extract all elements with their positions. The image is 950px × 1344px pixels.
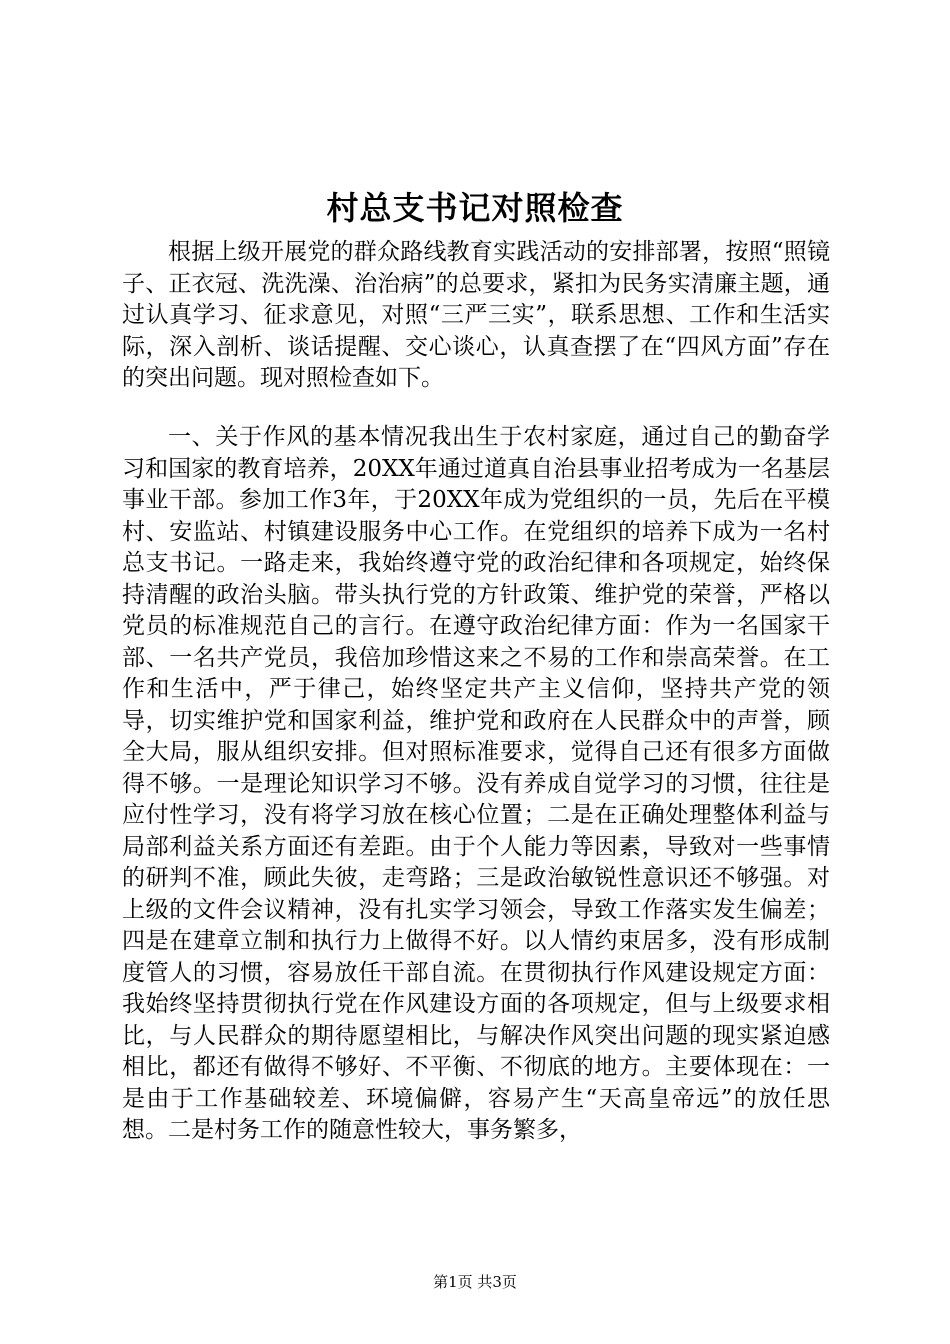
document-title: 村总支书记对照检查 (326, 189, 624, 227)
page-number-label: 第1页 共3页 (433, 1273, 517, 1291)
intro-paragraph: 根据上级开展党的群众路线教育实践活动的安排部署，按照“照镜子、正衣冠、洗洗澡、治治病”的总要求，紧扣为民务实清廉主题，通过认真学习、征求意见，对照“三严三实”，联系思想、工作和生活实际，深入剖析、谈话提醒、交心谈心，认真查摆了在“四风方面”存在的突出问题。现对照检查如下。 (122, 239, 830, 391)
page-footer (0, 1272, 950, 1292)
section-one-paragraph: 一、关于作风的基本情况我出生于农村家庭，通过自己的勤奋学习和国家的教育培养，20XX年通过道真自治县事业招考成为一名基层事业干部。参加工作3年，于20XX年成为党组织的一员，先后在平模村、安监站、村镇建设服务中心工作。在党组织的培养下成为一名村总支书记。一路走来，我始终遵守党的政治纪律和各项规定，始终保持清醒的政治头脑。带头执行党的方针政策、维护党的荣誉，严格以党员的标准规范自己的言行。在遵守政治纪律方面：作为一名国家干部、一名共产党员，我倍加珍惜这来之不易的工作和崇高荣誉。在工作和生活中，严于律己，始终坚定共产主义信仰，坚持共产党的领导，切实维护党和国家利益，维护党和政府在人民群众中的声誉，顾全大局，服从组织安排。但对照标准要求，觉得自己还有很多方面做得不够。一是理论知识学习不够。没有养成自觉学习的习惯，往往是应付性学习，没有将学习放在核心位置；二是在正确处理整体利益与局部利益关系方面还有差距。由于个人能力等因素，导致对一些事情的研判不准，顾此失彼，走弯路；三是政治敏锐性意识还不够强。对上级的文件会议精神，没有扎实学习领会，导致工作落实发生偏差；四是在建章立制和执行力上做得不好。以人情约束居多，没有形成制度管人的习惯，容易放任干部自流。在贯彻执行作风建设规定方面：我始终坚持贯彻执行党在作风建设方面的各项规定，但与上级要求相比，与人民群众的期待愿望相比，与解决作风突出问题的现实紧迫感相比，都还有做得不够好、不平衡、不彻底的地方。主要体现在：一是由于工作基础较差、环境偏僻，容易产生“天高皇帝远”的放任思想。二是村务工作的随意性较大，事务繁多， (122, 424, 830, 1143)
